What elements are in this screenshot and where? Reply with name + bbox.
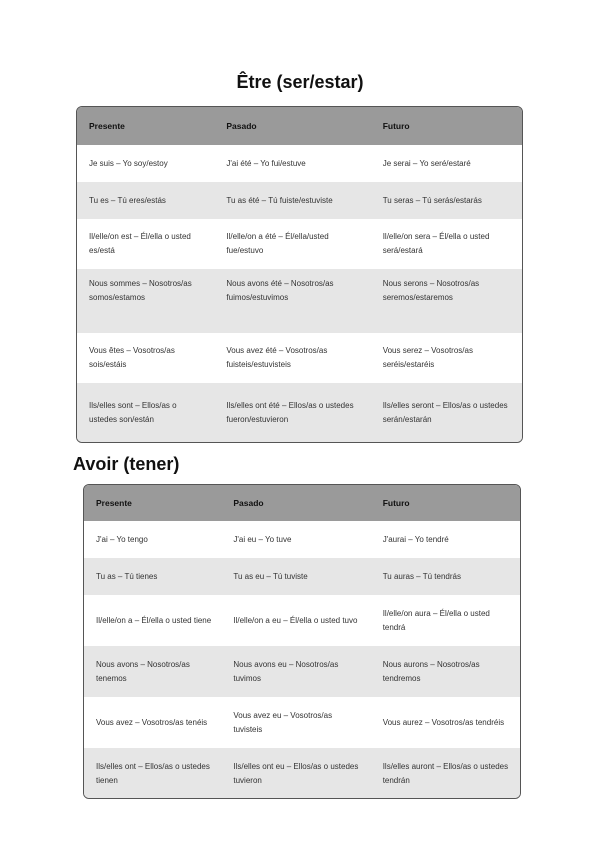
table-row: [77, 219, 522, 269]
table-cell: J'ai eu – Yo tuve: [233, 534, 292, 544]
table-row: [77, 383, 522, 442]
table-row: [77, 182, 522, 219]
table-header-row: [77, 107, 522, 145]
table-cell: Nous avons – Nosotros/as tenemos: [96, 659, 190, 683]
table-cell: Vous avez – Vosotros/as tenéis: [96, 717, 208, 727]
table-cell: Il/elle/on a été – Él/ella/usted fue/estuvo: [226, 232, 329, 255]
table-cell: Nous serons – Nosotros/as seremos/estaremos: [382, 279, 480, 302]
table-cell: Ils/elles ont été – Ellos/as o ustedes fueron/estuvieron: [226, 400, 354, 424]
table-row: [84, 748, 520, 799]
table-cell: Ils/elles ont – Ellos/as o ustedes tienen: [96, 762, 210, 785]
table-cell: Il/elle/on est – Él/ella o usted es/está: [89, 232, 191, 255]
etre-title: Être (ser/estar): [236, 72, 364, 92]
table-cell: Ils/elles auront – Ellos/as o ustedes tendrán: [382, 762, 509, 785]
table-cell: Vous serez – Vosotros/as seréis/estaréis: [382, 346, 473, 369]
table-row: [77, 145, 522, 182]
table-cell: Tu as été – Tú fuiste/estuviste: [226, 195, 333, 205]
table-cell: Je suis – Yo soy/estoy: [89, 158, 168, 168]
header-futuro: Futuro: [382, 121, 410, 131]
avoir-conjugation-table: [83, 484, 521, 799]
table-row: [77, 269, 522, 333]
table-cell: Tu seras – Tú serás/estarás: [382, 195, 482, 205]
table-cell: Vous avez été – Vosotros/as fuisteis/estuvisteis: [226, 346, 328, 369]
etre-conjugation-table: [76, 106, 523, 443]
header-pasado: Pasado: [233, 498, 264, 508]
table-cell: J'aurai – Yo tendré: [382, 534, 449, 544]
header-presente: Presente: [89, 121, 125, 131]
avoir-title: Avoir (tener): [73, 454, 180, 474]
table-row: [84, 558, 520, 595]
table-cell: Nous avons été – Nosotros/as fuimos/estuvimos: [226, 279, 334, 302]
header-presente: Presente: [96, 498, 132, 508]
table-cell: Tu as – Tú tienes: [96, 571, 158, 581]
table-cell: Vous aurez – Vosotros/as tendréis: [382, 717, 505, 727]
table-cell: Il/elle/on a eu – Él/ella o usted tuvo: [233, 615, 358, 625]
table-row: [84, 521, 520, 558]
table-row: [84, 595, 520, 646]
table-cell: Vous avez eu – Vosotros/as tuvisteis: [233, 710, 333, 734]
header-futuro: Futuro: [382, 498, 410, 508]
table-cell: J'ai – Yo tengo: [96, 534, 148, 544]
table-cell: Nous aurons – Nosotros/as tendremos: [382, 659, 480, 683]
table-header-row: [84, 485, 520, 521]
table-cell: Je serai – Yo seré/estaré: [382, 158, 471, 168]
table-cell: Ils/elles ont eu – Ellos/as o ustedes tuvieron: [233, 762, 359, 785]
table-cell: Ils/elles sont – Ellos/as o ustedes son/están: [89, 400, 177, 424]
table-cell: Il/elle/on a – Él/ella o usted tiene: [96, 615, 212, 625]
table-row: [84, 697, 520, 748]
table-cell: Ils/elles seront – Ellos/as o ustedes serán/estarán: [382, 400, 508, 424]
table-row: [77, 333, 522, 383]
header-pasado: Pasado: [226, 121, 257, 131]
table-cell: Il/elle/on aura – Él/ella o usted tendrá: [382, 608, 490, 632]
table-cell: Nous avons eu – Nosotros/as tuvimos: [233, 659, 339, 683]
table-cell: Il/elle/on sera – Él/ella o usted será/estará: [382, 232, 490, 255]
table-cell: Tu as eu – Tú tuviste: [233, 571, 308, 581]
table-row: [84, 646, 520, 697]
table-cell: Nous sommes – Nosotros/as somos/estamos: [89, 279, 192, 302]
table-cell: J'ai été – Yo fui/estuve: [226, 158, 306, 168]
table-cell: Vous êtes – Vosotros/as sois/estáis: [89, 346, 175, 369]
table-cell: Tu es – Tú eres/estás: [89, 195, 166, 205]
table-cell: Tu auras – Tú tendrás: [382, 571, 461, 581]
